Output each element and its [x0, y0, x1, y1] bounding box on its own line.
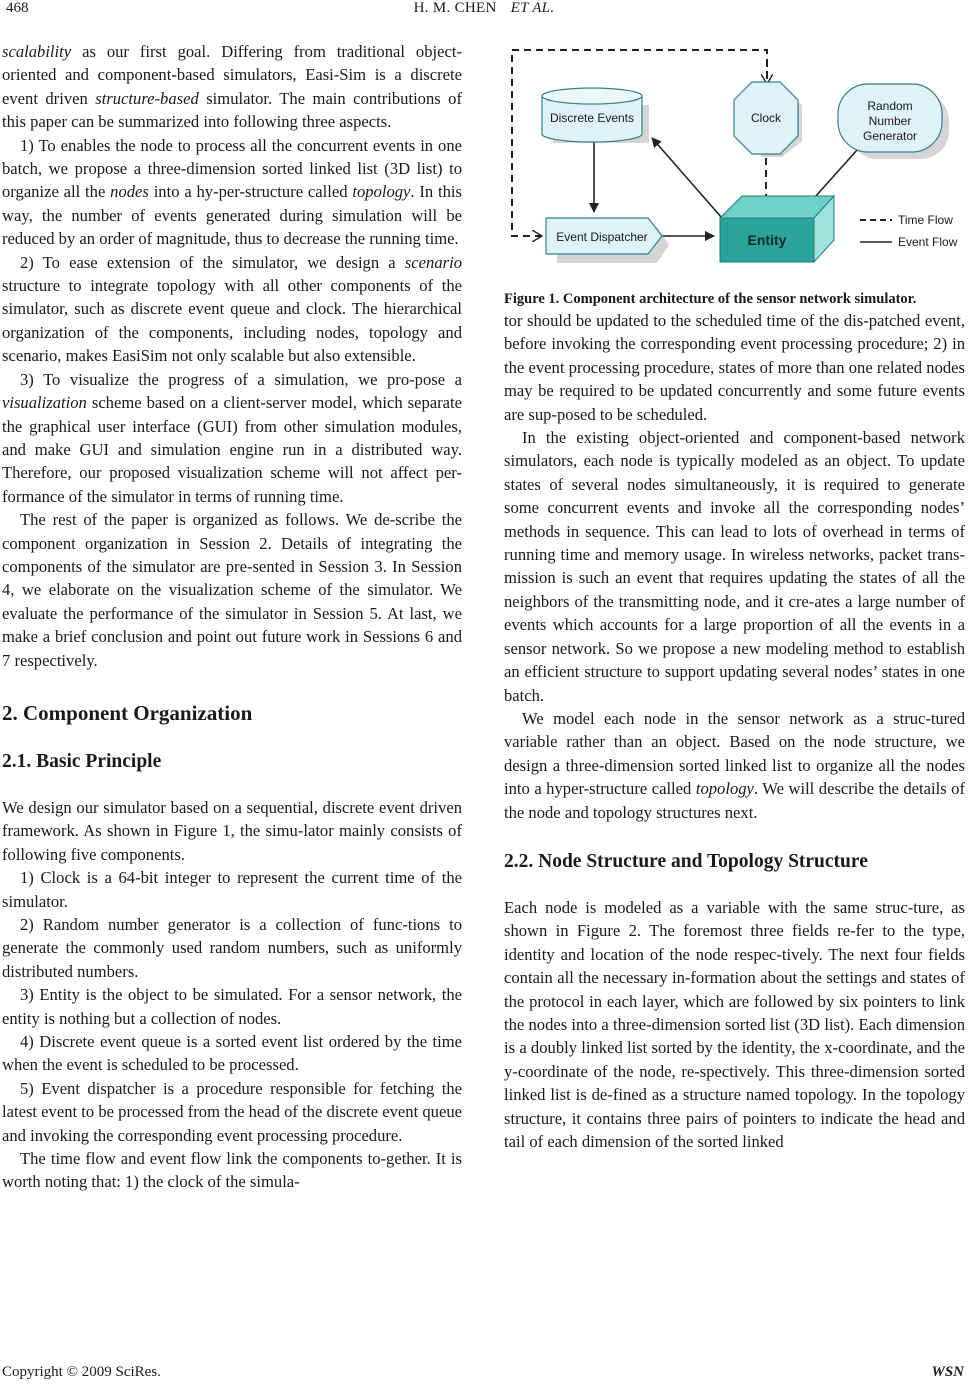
- text-run: 3) To visualize the progress of a simulation, we pro-pose a: [20, 369, 462, 389]
- subsection-heading: 2.2. Node Structure and Topology Structure: [504, 850, 868, 872]
- entity-node: [720, 196, 834, 262]
- rng-label-line3: Generator: [862, 129, 918, 143]
- text-run: into a hy-per-structure called: [148, 182, 353, 202]
- text-run: . In this way, the number of events generated during simulation will be reduced by an order of magnitude, thus to decrease the running time.: [2, 182, 462, 249]
- legend-event-flow: Event Flow: [898, 235, 958, 249]
- paragraph: 4) Discrete event queue is a sorted event list ordered by the time when the event is scheduled to be processed.: [2, 1032, 462, 1075]
- copyright-notice: Copyright © 2009 SciRes.: [2, 1364, 161, 1380]
- paragraph: 3) Entity is the object to be simulated. For a sensor network, the entity is nothing but a collection of nodes.: [2, 985, 462, 1028]
- random-number-generator-node: [838, 84, 949, 159]
- rng-label-line1: Random: [867, 99, 913, 113]
- paragraph: The time flow and event flow link the components to-gether. It is worth noting that: 1) the clock of the simula-: [2, 1149, 462, 1192]
- paragraph: 1) Clock is a 64-bit integer to represent the current time of the simulator.: [2, 868, 462, 911]
- paragraph: 2) Random number generator is a collection of func-tions to generate the commonly used random numbers, such as uniformly distributed numbers.: [2, 915, 462, 981]
- paragraph: We design our simulator based on a sequential, discrete event driven framework. As shown in Figure 1, the simu-lator mainly consists of following five components.: [2, 797, 462, 864]
- emphasis: scalability: [2, 42, 72, 61]
- running-head-authors: H. M. CHEN: [413, 0, 497, 16]
- emphasis: nodes: [110, 182, 149, 202]
- diagram-legend: [860, 213, 958, 249]
- event-dispatcher-node: [546, 218, 669, 263]
- event-dispatcher-label: Event Dispatcher: [556, 230, 648, 244]
- paragraph: The rest of the paper is organized as follows. We de-scribe the component organization in Session 2. Details of integrating the components of the simulator are pre-sented in Session 3. In Session 4, we elaborate on the visualization scheme of the simulator. We evaluate the performance of the simulator in Session 5. At last, we make a brief conclusion and point out future work in Sessions 6 and 7 respectively.: [2, 510, 462, 670]
- page-number: 468: [6, 0, 29, 16]
- legend-time-flow: Time Flow: [898, 213, 953, 227]
- paragraph: [504, 707, 965, 824]
- paragraph: [2, 134, 462, 251]
- text-run: simulator. The main contributions of this paper can be summarized into following three aspects.: [2, 88, 463, 132]
- emphasis: visualization: [2, 393, 87, 413]
- rng-label-line2: Number: [868, 114, 912, 128]
- figure-1: [504, 40, 965, 290]
- emphasis: structure-based: [95, 88, 199, 108]
- text-run: structure to integrate topology with all other components of the simulator, such as discrete event queue and clock. The hierarchical organization of the components, including nodes, topology and scenario, makes EasiSim not only scalable but also extensible.: [2, 276, 462, 366]
- discrete-events-label: Discrete Events: [549, 111, 635, 125]
- entity-label: Entity: [747, 232, 787, 248]
- right-column: [504, 40, 965, 1153]
- section-heading: 2. Component Organization: [2, 700, 253, 725]
- clock-label: Clock: [750, 111, 782, 125]
- paragraph: [2, 251, 462, 368]
- paragraph: tor should be updated to the scheduled time of the dis-patched event, before invoking the corresponding event processing procedure; 2) in the event processing procedure, states of more than one related nodes may be required to be updated concurrently and some future events are sup-posed to be scheduled.: [504, 311, 965, 424]
- paragraph: [2, 368, 462, 508]
- text-run: scheme based on a client-server model, which separate the graphical user interface (GUI) from other simulation modules, and make GUI and simulation engine run in a distributed way. Therefore, our proposed visualization scheme will not affect per-formance of the simulator in terms of running time.: [2, 393, 462, 506]
- subsection-heading: 2.1. Basic Principle: [2, 750, 162, 772]
- left-column: [2, 40, 462, 1194]
- emphasis: topology: [352, 182, 411, 202]
- text-run: 2) To ease extension of the simulator, we design a: [20, 252, 405, 272]
- paragraph: Each node is modeled as a variable with the same struc-ture, as shown in Figure 2. The foremost three fields re-fer to the type, identity and location of the node respec-tively. The next four fields contain all the necessary in-formation about the settings and states of the protocol in each layer, which are followed by six pointers to link the nodes into a three-dimension sorted list (3D list). Each dimension is a doubly linked list sorted by the identity, the x-coordinate, and the y-coordinate of the node, re-spectively. This three-dimension sorted linked list is de-fined as a structure named topology. In the topology structure, it contains three pairs of pointers to indicate the head and tail of each dimension of the sorted linked: [504, 897, 965, 1151]
- discrete-events-node: [542, 88, 649, 143]
- journal-name: WSN: [931, 1364, 964, 1380]
- running-head: [0, 0, 968, 17]
- component-architecture-diagram: [504, 40, 965, 270]
- emphasis: scenario: [404, 252, 462, 272]
- running-head-et-al: ET AL.: [510, 0, 555, 16]
- paragraph: [2, 40, 462, 134]
- paragraph: In the existing object-oriented and component-based network simulators, each node is typically modeled as an object. To update states of several nodes simultaneously, it is required to generate some concurrent events and invoke all the corresponding nodes’ methods in sequence. This can lead to lots of overhead in terms of running time and memory usage. In wireless networks, packet trans-mission is such an event that requires updating the states of all the neighbors of the transmitting node, and it cre-ates a large number of events which accounts for a large proportion of all the events in a sensor network. So we propose a new modeling method to establish an efficient structure to support updating several nodes’ states in one batch.: [504, 428, 965, 705]
- text-run: as our first goal. Differing from traditional object-oriented and component-based simulators, Easi-Sim is a discrete event driven: [2, 42, 462, 108]
- text-run: . We will describe the details of the node and topology structures next.: [504, 779, 965, 822]
- page-header: [0, 0, 968, 24]
- text-run: 1) To enables the node to process all the concurrent events in one batch, we propose a three-dimension sorted linked list (3D list) to organize all the: [2, 135, 462, 202]
- text-run: We model each node in the sensor network as a struc-tured variable rather than an object. Based on the node structure, we design a three-dimension sorted linked list to organize all the nodes into a hyper-structure called: [504, 708, 965, 799]
- emphasis: topology: [695, 779, 754, 799]
- event-flow-entity-to-discrete: [652, 138, 722, 218]
- clock-node: [734, 82, 802, 157]
- paragraph: 5) Event dispatcher is a procedure responsible for fetching the latest event to be processed from the head of the discrete event queue and invoking the corresponding event processing procedure.: [2, 1078, 462, 1145]
- figure-caption: Figure 1. Component architecture of the sensor network simulator.: [504, 291, 917, 307]
